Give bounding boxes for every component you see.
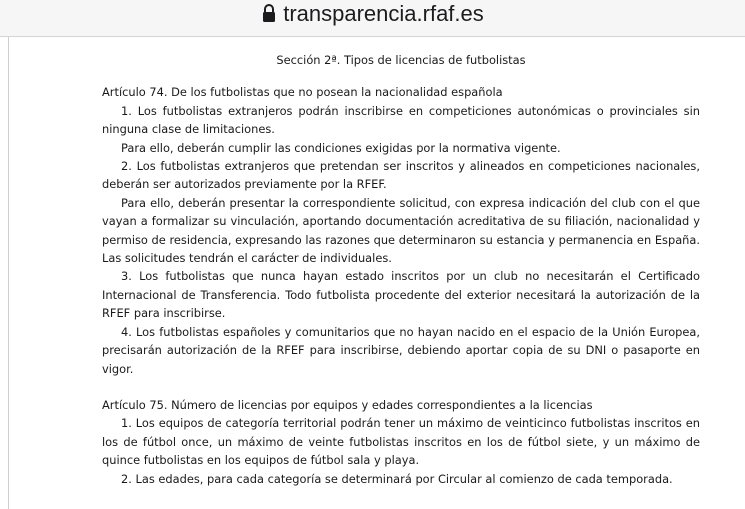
url-display[interactable]	[0, 1, 745, 27]
article-74-heading: Artículo 74. De los futbolistas que no posean la nacionalidad española	[102, 85, 503, 100]
page-edge-divider	[8, 37, 9, 509]
article-74-paragraph-3: 2. Los futbolistas extranjeros que pretendan ser inscritos y alineados en competiciones nacionales, deberán ser autorizados previamente por la RFEF.	[102, 159, 700, 192]
url-text: transparencia.rfaf.es	[283, 1, 484, 26]
article-74-paragraph-1: 1. Los futbolistas extranjeros podrán inscribirse en competiciones autonómicas o provinciales sin ninguna clase de limitaciones.	[102, 103, 700, 137]
article-75-paragraph-2: 2. Las edades, para cada categoría se determinará por Circular al comienzo de cada temporada.	[121, 471, 673, 486]
document-body	[102, 37, 700, 488]
section-title: Sección 2ª. Tipos de licencias de futbolistas	[276, 53, 526, 67]
browser-address-bar[interactable]	[0, 0, 745, 37]
article-spacer	[102, 378, 700, 396]
article-74-paragraph-5: 3. Los futbolistas que nunca hayan estado inscritos por un club no necesitarán el Certificado Internacional de Transferencia. Todo futbolista procedente del exterior necesitará la autorización de la RFEF para inscribirse.	[102, 269, 700, 321]
article-74-paragraph-6: 4. Los futbolistas españoles y comunitarios que no hayan nacido en el espacio de la Unión Europea, precisarán autorización de la RFEF para inscribirse, debiendo aportar copia de su DNI o pasaporte en vigor.	[102, 324, 700, 376]
article-74-paragraph-4: Para ello, deberán presentar la correspondiente solicitud, con expresa indicación del club con el que vayan a formalizar su vinculación, aportando documentación acreditativa de su filiación, nacionalidad y permiso de residencia, expresando las razones que determinaron su estancia y permanencia en España. Las solicitudes tendrán el carácter de individuales.	[102, 195, 700, 266]
lock-icon	[261, 3, 277, 23]
article-75-heading: Artículo 75. Número de licencias por equipos y edades correspondientes a la licencias	[102, 397, 593, 412]
article-74-paragraph-2: Para ello, deberán cumplir las condiciones exigidas por la normativa vigente.	[121, 140, 561, 155]
article-75-paragraph-1: 1. Los equipos de categoría territorial podrán tener un máximo de veinticinco futbolistas inscritos en los de fútbol once, un máximo de veinte futbolistas inscritos en los de fútbol siete, y un máximo de quince futbolistas en los equipos de fútbol sala y playa.	[102, 416, 700, 468]
